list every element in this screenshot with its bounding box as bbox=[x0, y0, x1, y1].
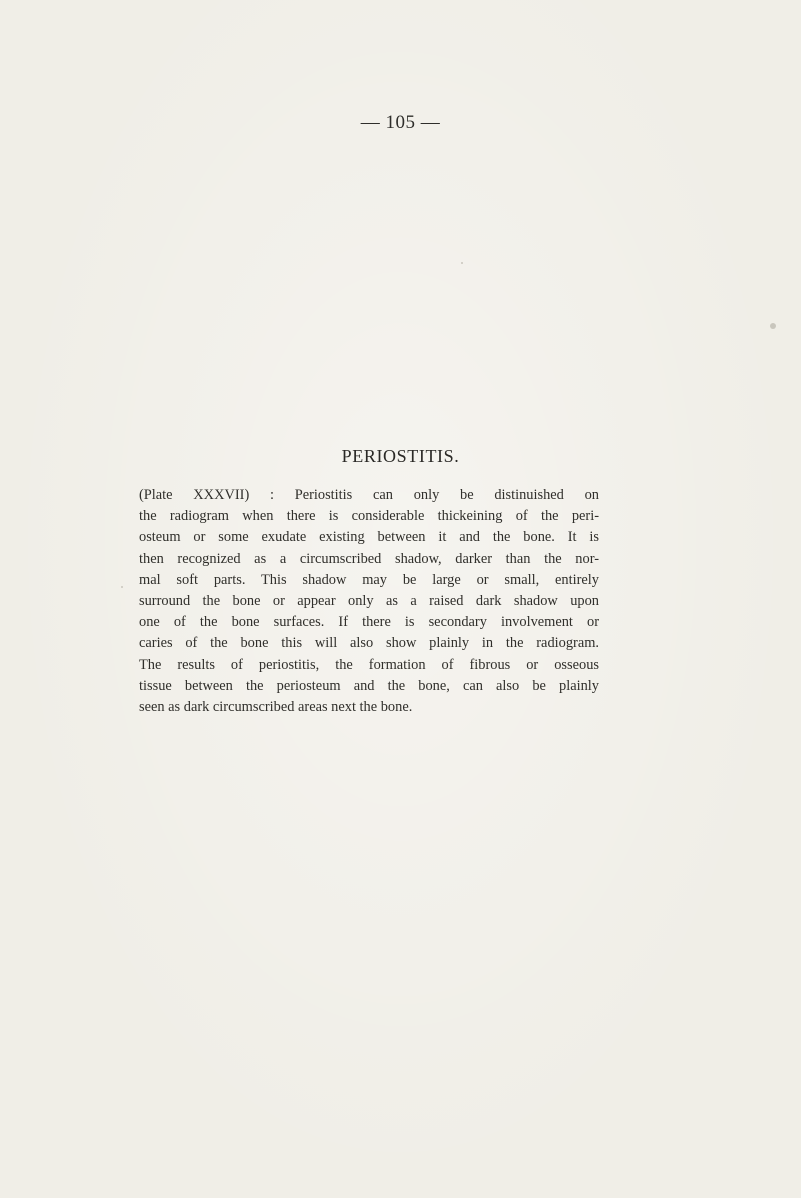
text-line: seen as dark circumscribed areas next the bone. bbox=[139, 699, 413, 716]
text-line: The results of periostitis, the formation of fibrous or osseous bbox=[139, 656, 599, 673]
text-line: one of the bone surfaces. If there is secondary involvement or bbox=[139, 614, 599, 631]
body-paragraph bbox=[139, 485, 599, 718]
paper-speck bbox=[770, 323, 776, 329]
text-line: osteum or some exudate existing between it and the bone. It is bbox=[139, 529, 599, 546]
text-line: surround the bone or appear only as a raised dark shadow upon bbox=[139, 593, 599, 610]
paper-speck bbox=[461, 262, 463, 264]
text-line: the radiogram when there is considerable thickeining of the peri- bbox=[139, 508, 599, 525]
page-number: — 105 — bbox=[360, 112, 441, 133]
text-line: mal soft parts. This shadow may be large or small, entirely bbox=[139, 571, 599, 588]
text-line: then recognized as a circumscribed shadow, darker than the nor- bbox=[139, 550, 599, 567]
paper-speck bbox=[121, 586, 123, 588]
text-line: tissue between the periosteum and the bone, can also be plainly bbox=[139, 677, 599, 694]
text-line: (Plate XXXVII) : Periostitis can only be distinuished on bbox=[139, 487, 599, 503]
text-line: caries of the bone this will also show plainly in the radiogram. bbox=[139, 635, 599, 652]
section-title: PERIOSTITIS. bbox=[341, 446, 460, 466]
